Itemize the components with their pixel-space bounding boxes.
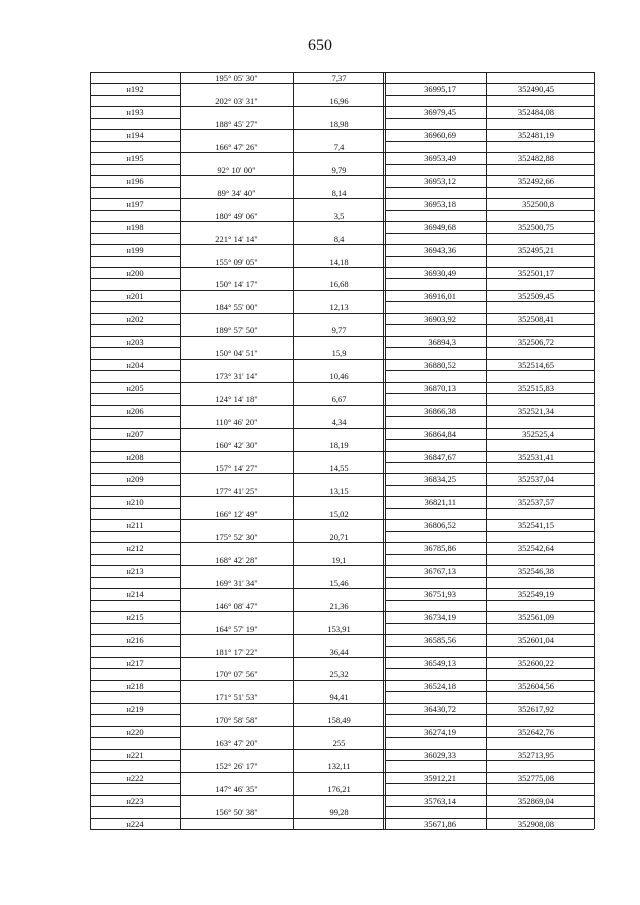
segment-length: 153,91: [327, 623, 351, 634]
coordinate-x: 36274,19: [424, 726, 456, 737]
direction-angle: 155° 09' 05": [215, 256, 258, 267]
point-name: н207: [126, 428, 144, 439]
direction-angle: 188° 45' 27": [215, 118, 258, 129]
segment-length: 158,49: [327, 715, 351, 726]
row-border: [385, 691, 594, 692]
coordinate-y: 352531,41: [517, 451, 554, 462]
row-border: [90, 278, 180, 279]
direction-angle: 170° 07' 56": [215, 669, 258, 680]
row-border: [385, 714, 594, 715]
point-name: н223: [126, 795, 144, 806]
direction-angle: 221° 14' 14": [215, 233, 258, 244]
row-border: [90, 485, 180, 486]
segment-length: 19,1: [331, 554, 347, 565]
point-name: н212: [126, 543, 144, 554]
row-border: [385, 141, 594, 142]
coordinate-x: 36524,18: [424, 680, 456, 691]
coordinate-x: 36953,49: [424, 153, 456, 164]
direction-angle: 168° 42' 28": [215, 554, 258, 565]
coordinate-y: 352561,09: [517, 612, 554, 623]
row-border: [90, 462, 180, 463]
coordinate-x: 35763,14: [424, 795, 456, 806]
point-name: н208: [126, 451, 144, 462]
point-name: н221: [126, 749, 144, 760]
row-border: [385, 554, 594, 555]
point-name: н199: [126, 245, 144, 256]
row-border: [385, 301, 594, 302]
direction-angle: 181° 17' 22": [215, 646, 258, 657]
row-border: [385, 164, 594, 165]
coordinate-x: 36866,38: [424, 405, 456, 416]
coordinate-x: 36953,18: [424, 199, 456, 210]
coordinate-x: 36834,25: [424, 474, 456, 485]
coordinate-y: 352869,04: [517, 795, 554, 806]
point-name: н201: [126, 290, 144, 301]
row-border: [90, 301, 180, 302]
segment-length: 9,79: [331, 164, 347, 175]
row-border: [90, 118, 180, 119]
row-border: [90, 783, 180, 784]
segment-length: 18,98: [329, 118, 349, 129]
coordinate-x: 35912,21: [424, 772, 456, 783]
coordinate-y: 352537,57: [517, 497, 554, 508]
direction-angle: 156° 50' 38": [215, 807, 258, 818]
coordinate-x: 36894,3: [428, 336, 456, 347]
segment-length: 99,28: [329, 807, 349, 818]
coordinate-x: 36953,12: [424, 176, 456, 187]
row-border: [385, 324, 594, 325]
coordinate-x: 35671,86: [424, 818, 456, 829]
segment-length: 12,13: [329, 302, 349, 313]
coordinate-y: 352521,34: [517, 405, 554, 416]
coordinate-y: 352492,66: [517, 176, 554, 187]
segment-length: 9,77: [331, 325, 347, 336]
row-border: [385, 646, 594, 647]
coordinate-x: 36585,56: [424, 635, 456, 646]
row-border: [90, 714, 180, 715]
coordinate-y: 352482,88: [517, 153, 554, 164]
row-border: [385, 347, 594, 348]
row-border: [385, 210, 594, 211]
segment-length: 4,34: [331, 417, 347, 428]
coordinate-x: 36785,86: [424, 543, 456, 554]
segment-length: 3,5: [333, 210, 345, 221]
direction-angle: 160° 42' 30": [215, 440, 258, 451]
segment-length: 7,37: [331, 73, 347, 83]
coordinate-y: 352508,41: [517, 313, 554, 324]
row-border: [90, 347, 180, 348]
row-border: [90, 531, 180, 532]
row-border: [385, 370, 594, 371]
coordinate-x: 36767,13: [424, 566, 456, 577]
segment-length: 14,18: [329, 256, 349, 267]
segment-length: 15,46: [329, 577, 349, 588]
direction-angle: 152° 26' 17": [215, 761, 258, 772]
point-name: н210: [126, 497, 144, 508]
row-border: [385, 256, 594, 257]
coordinate-x: 36870,13: [424, 382, 456, 393]
point-name: н215: [126, 612, 144, 623]
row-border: [90, 95, 180, 96]
coordinate-x: 36880,52: [424, 359, 456, 370]
coordinate-x: 36821,11: [424, 497, 456, 508]
coordinate-y: 352600,22: [517, 657, 554, 668]
point-name: н214: [126, 589, 144, 600]
row-border: [90, 428, 594, 429]
point-name: н202: [126, 313, 144, 324]
direction-angle: 166° 47' 26": [215, 141, 258, 152]
coordinate-x: 36903,92: [424, 313, 456, 324]
coordinate-x: 36979,45: [424, 107, 456, 118]
coordinates-table: [90, 72, 594, 829]
point-name: н213: [126, 566, 144, 577]
coordinate-x: 36949,68: [424, 222, 456, 233]
direction-angle: 164° 57' 19": [215, 623, 258, 634]
direction-angle: 175° 52' 30": [215, 531, 258, 542]
segment-length: 15,02: [329, 508, 349, 519]
row-border: [90, 164, 180, 165]
coordinate-x: 36549,13: [424, 657, 456, 668]
coordinate-y: 352617,92: [517, 703, 554, 714]
row-border: [385, 187, 594, 188]
segment-length: 132,11: [327, 761, 351, 772]
direction-angle: 166° 12' 49": [215, 508, 258, 519]
coordinate-y: 352500,8: [522, 199, 554, 210]
row-border: [90, 668, 180, 669]
row-border: [90, 324, 180, 325]
row-border: [385, 95, 594, 96]
coordinate-x: 36430,72: [424, 703, 456, 714]
direction-angle: 180° 49' 06": [215, 210, 258, 221]
direction-angle: 147° 46' 35": [215, 784, 258, 795]
coordinate-y: 352501,17: [517, 267, 554, 278]
row-border: [385, 462, 594, 463]
row-border: [90, 577, 180, 578]
coordinate-x: 36734,19: [424, 612, 456, 623]
coordinate-y: 352775,08: [517, 772, 554, 783]
point-name: н193: [126, 107, 144, 118]
segment-length: 10,46: [329, 371, 349, 382]
coordinate-y: 352549,19: [517, 589, 554, 600]
segment-length: 20,71: [329, 531, 349, 542]
row-border: [385, 393, 594, 394]
coordinate-x: 36029,33: [424, 749, 456, 760]
segment-length: 176,21: [327, 784, 351, 795]
coordinate-x: 36930,49: [424, 267, 456, 278]
coordinate-y: 352509,45: [517, 290, 554, 301]
point-name: н205: [126, 382, 144, 393]
segment-length: 7,4: [333, 141, 345, 152]
point-name: н220: [126, 726, 144, 737]
coordinate-y: 352490,45: [517, 84, 554, 95]
row-border: [90, 737, 180, 738]
segment-length: 6,67: [331, 394, 347, 405]
point-name: н216: [126, 635, 144, 646]
row-border: [385, 623, 594, 624]
row-border: [385, 829, 594, 830]
coordinate-x: 36943,36: [424, 245, 456, 256]
row-border: [90, 691, 180, 692]
coordinate-y: 352546,38: [517, 566, 554, 577]
coordinate-x: 36864,84: [424, 428, 456, 439]
point-name: н204: [126, 359, 144, 370]
direction-angle: 173° 31' 14": [215, 371, 258, 382]
row-border: [385, 760, 594, 761]
direction-angle: 163° 47' 20": [215, 738, 258, 749]
direction-angle: 110° 46' 20": [215, 417, 258, 428]
page-number: 650: [308, 37, 332, 54]
row-border: [90, 508, 180, 509]
segment-length: 16,96: [329, 95, 349, 106]
coordinate-y: 352601,04: [517, 635, 554, 646]
point-name: н217: [126, 657, 144, 668]
row-border: [385, 118, 594, 119]
segment-length: 8,4: [333, 233, 345, 244]
point-name: н195: [126, 153, 144, 164]
direction-angle: 169° 31' 34": [215, 577, 258, 588]
coordinate-y: 352506,72: [517, 336, 554, 347]
point-name: н211: [126, 520, 144, 531]
row-border: [385, 783, 594, 784]
point-name: н219: [126, 703, 144, 714]
segment-length: 255: [332, 738, 346, 749]
coordinate-y: 352495,21: [517, 245, 554, 256]
row-border: [385, 439, 594, 440]
segment-length: 16,68: [329, 279, 349, 290]
coordinate-y: 352515,83: [517, 382, 554, 393]
coordinate-y: 352713,95: [517, 749, 554, 760]
direction-angle: 92° 10' 00": [217, 164, 256, 175]
point-name: н196: [126, 176, 144, 187]
direction-angle: 150° 14' 17": [215, 279, 258, 290]
row-border: [385, 806, 594, 807]
direction-angle: 146° 08' 47": [215, 600, 258, 611]
segment-length: 15,9: [331, 348, 347, 359]
row-border: [385, 737, 594, 738]
coordinate-y: 352525,4: [522, 428, 554, 439]
row-border: [90, 256, 180, 257]
segment-length: 14,55: [329, 462, 349, 473]
coordinate-y: 352500,75: [517, 222, 554, 233]
point-name: н200: [126, 267, 144, 278]
coordinate-x: 36751,93: [424, 589, 456, 600]
row-border: [90, 646, 180, 647]
point-name: н209: [126, 474, 144, 485]
segment-length: 13,15: [329, 485, 349, 496]
segment-length: 21,36: [329, 600, 349, 611]
direction-angle: 150° 04' 51": [215, 348, 258, 359]
row-border: [90, 806, 180, 807]
column-border: [594, 72, 595, 829]
row-border: [90, 393, 180, 394]
point-name: н197: [126, 199, 144, 210]
row-border: [385, 233, 594, 234]
coordinate-y: 352541,15: [517, 520, 554, 531]
direction-angle: 171° 51' 53": [215, 692, 258, 703]
row-border: [90, 416, 180, 417]
coordinate-y: 352537,04: [517, 474, 554, 485]
direction-angle: 124° 14' 18": [215, 394, 258, 405]
row-border: [90, 600, 180, 601]
coordinate-x: 36995,17: [424, 84, 456, 95]
segment-length: 25,32: [329, 669, 349, 680]
row-border: [90, 210, 180, 211]
point-name: н206: [126, 405, 144, 416]
row-border: [385, 577, 594, 578]
coordinate-y: 352908,08: [517, 818, 554, 829]
row-border: [90, 187, 180, 188]
direction-angle: 202° 03' 31": [215, 95, 258, 106]
segment-length: 36,44: [329, 646, 349, 657]
row-border: [385, 508, 594, 509]
point-name: н203: [126, 336, 144, 347]
direction-angle: 184° 55' 00": [215, 302, 258, 313]
row-border: [385, 531, 594, 532]
point-name: н224: [126, 818, 144, 829]
direction-angle: 195° 05' 30": [215, 73, 258, 83]
direction-angle: 170° 58' 58": [215, 715, 258, 726]
segment-length: 94,41: [329, 692, 349, 703]
point-name: н192: [126, 84, 144, 95]
segment-length: 18,19: [329, 440, 349, 451]
row-border: [385, 278, 594, 279]
row-border: [385, 416, 594, 417]
coordinate-y: 352481,19: [517, 130, 554, 141]
coordinate-y: 352642,76: [517, 726, 554, 737]
coordinate-y: 352484,08: [517, 107, 554, 118]
row-border: [90, 623, 180, 624]
point-name: н222: [126, 772, 144, 783]
row-border: [90, 829, 180, 830]
row-border: [385, 600, 594, 601]
point-name: н198: [126, 222, 144, 233]
direction-angle: 189° 57' 50": [215, 325, 258, 336]
row-border: [90, 554, 180, 555]
coordinate-x: 36806,52: [424, 520, 456, 531]
row-border: [90, 439, 180, 440]
coordinate-y: 352542,64: [517, 543, 554, 554]
row-border: [385, 485, 594, 486]
row-border: [90, 198, 594, 199]
row-border: [385, 668, 594, 669]
direction-angle: 177° 41' 25": [215, 485, 258, 496]
row-border: [90, 370, 180, 371]
coordinate-x: 36847,67: [424, 451, 456, 462]
coordinate-x: 36960,69: [424, 130, 456, 141]
point-name: н218: [126, 680, 144, 691]
coordinate-x: 36916,01: [424, 290, 456, 301]
coordinate-y: 352604,56: [517, 680, 554, 691]
point-name: н194: [126, 130, 144, 141]
coordinate-y: 352514,65: [517, 359, 554, 370]
row-border: [90, 141, 180, 142]
row-border: [90, 760, 180, 761]
segment-length: 8,14: [331, 187, 347, 198]
direction-angle: 157° 14' 27": [215, 462, 258, 473]
direction-angle: 89° 34' 40": [217, 187, 256, 198]
row-border: [90, 233, 180, 234]
